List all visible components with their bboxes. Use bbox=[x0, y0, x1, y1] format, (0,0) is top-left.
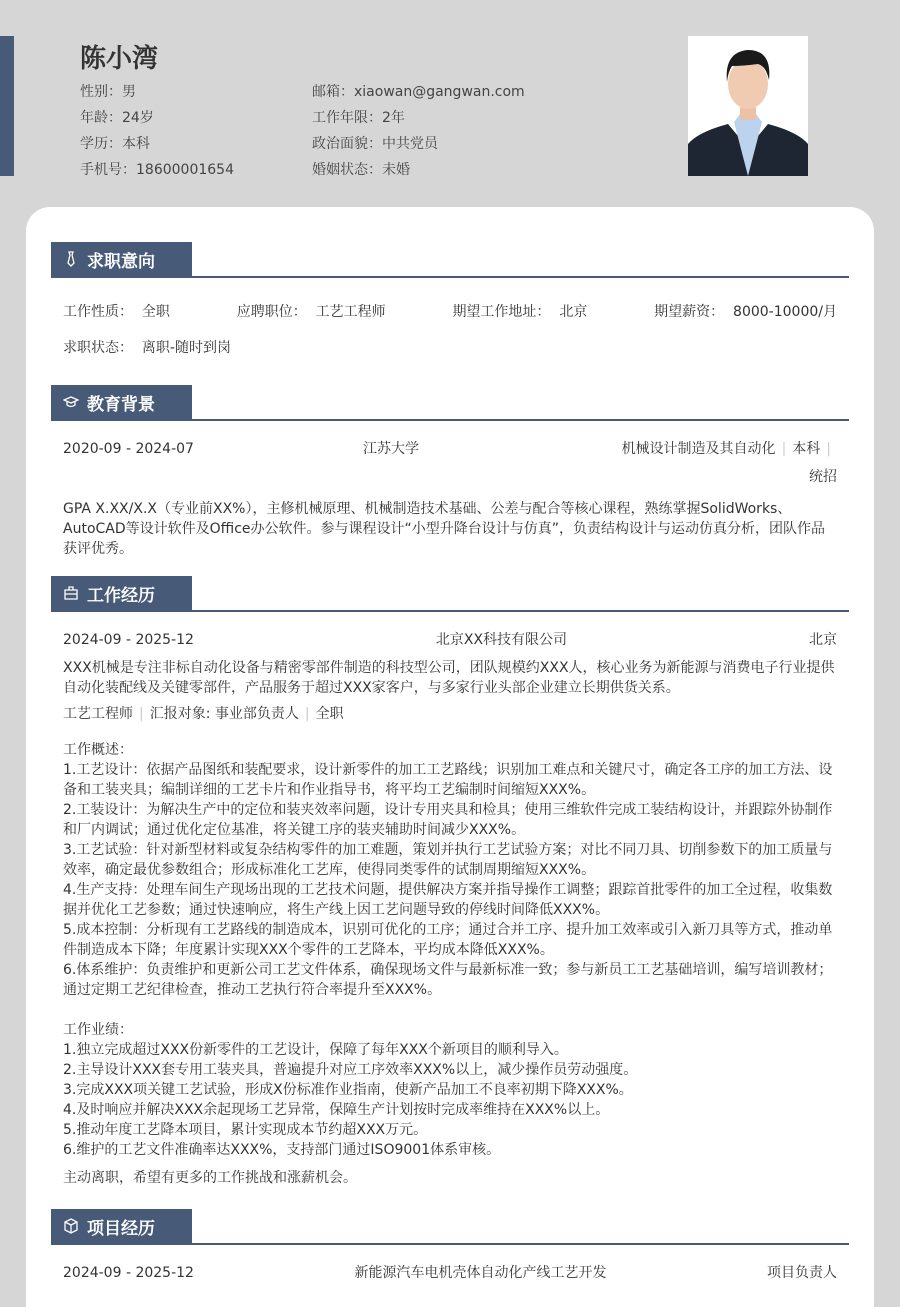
work-period: 2024-09 - 2025-12 bbox=[63, 632, 194, 648]
enroll-type: 统招 bbox=[809, 469, 837, 485]
personal-info bbox=[80, 82, 580, 180]
leave-reason: 主动离职，希望有更多的工作挑战和涨薪机会。 bbox=[63, 1170, 357, 1186]
education-header bbox=[51, 385, 192, 419]
education-level: 学历：本科 bbox=[80, 136, 150, 152]
political-status: 政治面貌：中共党员 bbox=[312, 136, 438, 152]
overview-item: 6.体系维护：负责维护和更新公司工艺文件体系，确保现场文件与最新标准一致；参与新员工工艺基础培训，编写培训教材；通过定期工艺纪律检查，推动工艺执行符合率提升至XXX%。 bbox=[63, 962, 833, 998]
salary: 期望薪资： 8000-10000/月 bbox=[654, 304, 837, 320]
major: 机械设计制造及其自动化 bbox=[621, 441, 776, 457]
section-title: 项目经历 bbox=[87, 1218, 155, 1239]
section-title: 求职意向 bbox=[87, 251, 155, 272]
position: 应聘职位： 工艺工程师 bbox=[236, 304, 386, 320]
work-section: 工作经历 2024-09 - 2025-12 北京XX科技有限公司 北京 XXX机械是专注非标自动化设备与精密零部件制造的科技型公司，团队规模约XXX人，核心业务为新能源与消费电子行业提供自动化装配线及关键零部件，产品服务于超过XXX家客户，与多家行业头部企业建立长期供货关系。 工艺工程师 | 汇报对象: 事业部负责人 | 全职 工作概述： 1.工艺设计：依据产品图纸和装配要求，设计新零件的加工工艺路线；识别加工难点和关键尺寸，确定各工序的加工方法、设备和工装夹具；编制详细的工艺卡片和作业指导书，将平均工艺编制时间缩短XXX%。 2.工装设计：为解决生产中的定位和装夹效率问题，设计专用夹具和检具；使用三维软件完成工装结构设计，并跟踪外协制作和厂内调试；通过优化定位基准，将关键工序的装夹辅助时间减少XXX%。 3.工艺试验：针对新型材料或复杂结构零件的加工难题，策划并执行工艺试验方案；对比不同刀具、切削参数下的加工质量与效率，确定最优参数组合；形成标准化工艺库，使得同类零件的试制周期缩短XXX%。 4.生产支持：处理车间生产现场出现的工艺技术问题，提供解决方案并指导操作工调整；跟踪首批零件的加工全过程，收集数据并优化工艺参数；通过快速响应，将生产线上因工艺问题导致的停线时间降低XXX%。 5.成本控制：分析现有工艺路线的制造成本，识别可优化的工序；通过合并工序、提升加工效率或引入新刀具等方式，推动单件制造成本下降；年度累计实现XXX个零件的工艺降本，平均成本降低XXX%。 6.体系维护：负责维护和更新公司工艺文件体系，确保现场文件与最新标准一致；参与新员工工艺基础培训，编写培训教材；通过定期工艺纪律检查，推动工艺执行符合率提升至XXX%。 工作业绩： 1.独立完成超过XXX份新零件的工艺设计，保障了每年XXX个新项目的顺利导入。 2.主导设计XXX套专用工装夹具，普遍提升对应工序效率XXX%以上，减少操作员劳动强度。 3.完成XXX项关键工艺试验，形成X份标准作业指南，使新产品加工不良率初期下降XXX%。 4.及时响应并解决XXX余起现场工艺异常，保障生产计划按时完成率维持在XXX%以上。 5.推动年度工艺降本项目，累计实现成本节约超XXX万元。 6.维护的工艺文件准确率达XXX%，支持部门通过ISO9001体系审核。 主动离职，希望有更多的工作挑战和涨薪机会。 bbox=[51, 577, 849, 1188]
company-intro: XXX机械是专注非标自动化设备与精密零部件制造的科技型公司，团队规模约XXX人，核心业务为新能源与消费电子行业提供自动化装配线及关键零部件，产品服务于超过XXX家客户，与多家行业头部企业建立长期供货关系。 bbox=[63, 660, 835, 696]
result-item: 5.推动年度工艺降本项目，累计实现成本节约超XXX万元。 bbox=[63, 1122, 428, 1138]
resume-body bbox=[26, 207, 874, 1307]
age: 年龄：24岁 bbox=[80, 110, 154, 126]
report-to: 汇报对象: 事业部负责人 bbox=[149, 706, 299, 722]
project-header bbox=[51, 1209, 192, 1243]
degree: 本科 bbox=[792, 441, 821, 457]
job-status: 求职状态： 离职-随时到岗 bbox=[63, 340, 231, 356]
overview-item: 2.工装设计：为解决生产中的定位和装夹效率问题，设计专用夹具和检具；使用三维软件完成工装结构设计，并跟踪外协制作和厂内调试；通过优化定位基准，将关键工序的装夹辅助时间减少XXX%。 bbox=[63, 802, 833, 838]
gender: 性别：男 bbox=[80, 84, 136, 100]
profile-photo bbox=[688, 36, 808, 176]
cube-icon bbox=[63, 1218, 79, 1234]
work-city: 北京 bbox=[808, 632, 837, 648]
work-years: 工作年限：2年 bbox=[312, 110, 405, 126]
section-title: 工作经历 bbox=[87, 585, 155, 606]
job-intent-header bbox=[51, 242, 192, 276]
candidate-name: 陈小湾 bbox=[80, 44, 159, 74]
overview-item: 5.成本控制：分析现有工艺路线的制造成本，识别可优化的工序；通过合并工序、提升加工效率或引入新刀具等方式，推动单件制造成本下降；年度累计实现XXX个零件的工艺降本，平均成本降低XXX%。 bbox=[63, 922, 833, 958]
tie-icon bbox=[63, 251, 79, 267]
edu-period: 2020-09 - 2024-07 bbox=[63, 441, 194, 457]
overview-label: 工作概述： bbox=[63, 742, 133, 758]
project-period: 2024-09 - 2025-12 bbox=[63, 1265, 194, 1281]
school: 江苏大学 bbox=[363, 441, 419, 457]
company: 北京XX科技有限公司 bbox=[435, 632, 568, 648]
project-name: 新能源汽车电机壳体自动化产线工艺开发 bbox=[354, 1265, 607, 1281]
job-intent-section bbox=[51, 243, 849, 358]
job-type: 工作性质： 全职 bbox=[63, 304, 170, 320]
marital-status: 婚姻状态：未婚 bbox=[312, 162, 410, 178]
email: 邮箱：xiaowan@gangwan.com bbox=[312, 84, 525, 100]
graduation-cap-icon bbox=[63, 394, 79, 410]
job-type: 全职 bbox=[315, 706, 344, 722]
briefcase-icon bbox=[63, 585, 79, 601]
phone: 手机号：18600001654 bbox=[80, 162, 234, 178]
result-item: 6.维护的工艺文件准确率达XXX%，支持部门通过ISO9001体系审核。 bbox=[63, 1142, 501, 1158]
result-item: 2.主导设计XXX套专用工装夹具，普遍提升对应工序效率XXX%以上，减少操作员劳动强度。 bbox=[63, 1062, 638, 1078]
overview-item: 4.生产支持：处理车间生产现场出现的工艺技术问题，提供解决方案并指导操作工调整；跟踪首批零件的加工全过程，收集数据并优化工艺参数；通过快速响应，将生产线上因工艺问题导致的停线时间降低XXX%。 bbox=[63, 882, 833, 918]
result-item: 4.及时响应并解决XXX余起现场工艺异常，保障生产计划按时完成率维持在XXX%以上。 bbox=[63, 1102, 610, 1118]
education-section: 教育背景 2020-09 - 2024-07 江苏大学 机械设计制造及其自动化 | 本科 | 统招 GPA X.XX/X.X（专业前XX%），主修机械原理、机械制造技术基础、公差与配合等核心课程，熟练掌握SolidWorks、AutoCAD等设计软件及Office办公软件。参与课程设计“小型升降台设计与仿真”，负责结构设计与运动仿真分析，团队作品获评优秀。 bbox=[51, 386, 849, 559]
overview-item: 3.工艺试验：针对新型材料或复杂结构零件的加工难题，策划并执行工艺试验方案；对比不同刀具、切削参数下的加工质量与效率，确定最优参数组合；形成标准化工艺库，使得同类零件的试制周期缩短XXX%。 bbox=[63, 842, 833, 878]
project-role: 项目负责人 bbox=[766, 1265, 837, 1281]
project-section bbox=[51, 1210, 849, 1283]
role: 工艺工程师 bbox=[63, 706, 133, 722]
edu-description: GPA X.XX/X.X（专业前XX%），主修机械原理、机械制造技术基础、公差与配合等核心课程，熟练掌握SolidWorks、AutoCAD等设计软件及Office办公软件。参与课程设计“小型升降台设计与仿真”，负责结构设计与运动仿真分析，团队作品获评优秀。 bbox=[63, 501, 826, 557]
result-item: 3.完成XXX项关键工艺试验，形成X份标准作业指南，使新产品加工不良率初期下降XXX%。 bbox=[63, 1082, 633, 1098]
accent-bar bbox=[0, 36, 14, 176]
results-label: 工作业绩： bbox=[63, 1022, 133, 1038]
result-item: 1.独立完成超过XXX份新零件的工艺设计，保障了每年XXX个新项目的顺利导入。 bbox=[63, 1042, 568, 1058]
overview-item: 1.工艺设计：依据产品图纸和装配要求，设计新零件的加工工艺路线；识别加工难点和关键尺寸，确定各工序的加工方法、设备和工装夹具；编制详细的工艺卡片和作业指导书，将平均工艺编制时间缩短XXX%。 bbox=[63, 762, 833, 798]
section-title: 教育背景 bbox=[87, 394, 155, 415]
location: 期望工作地址： 北京 bbox=[452, 304, 588, 320]
work-header bbox=[51, 576, 192, 610]
